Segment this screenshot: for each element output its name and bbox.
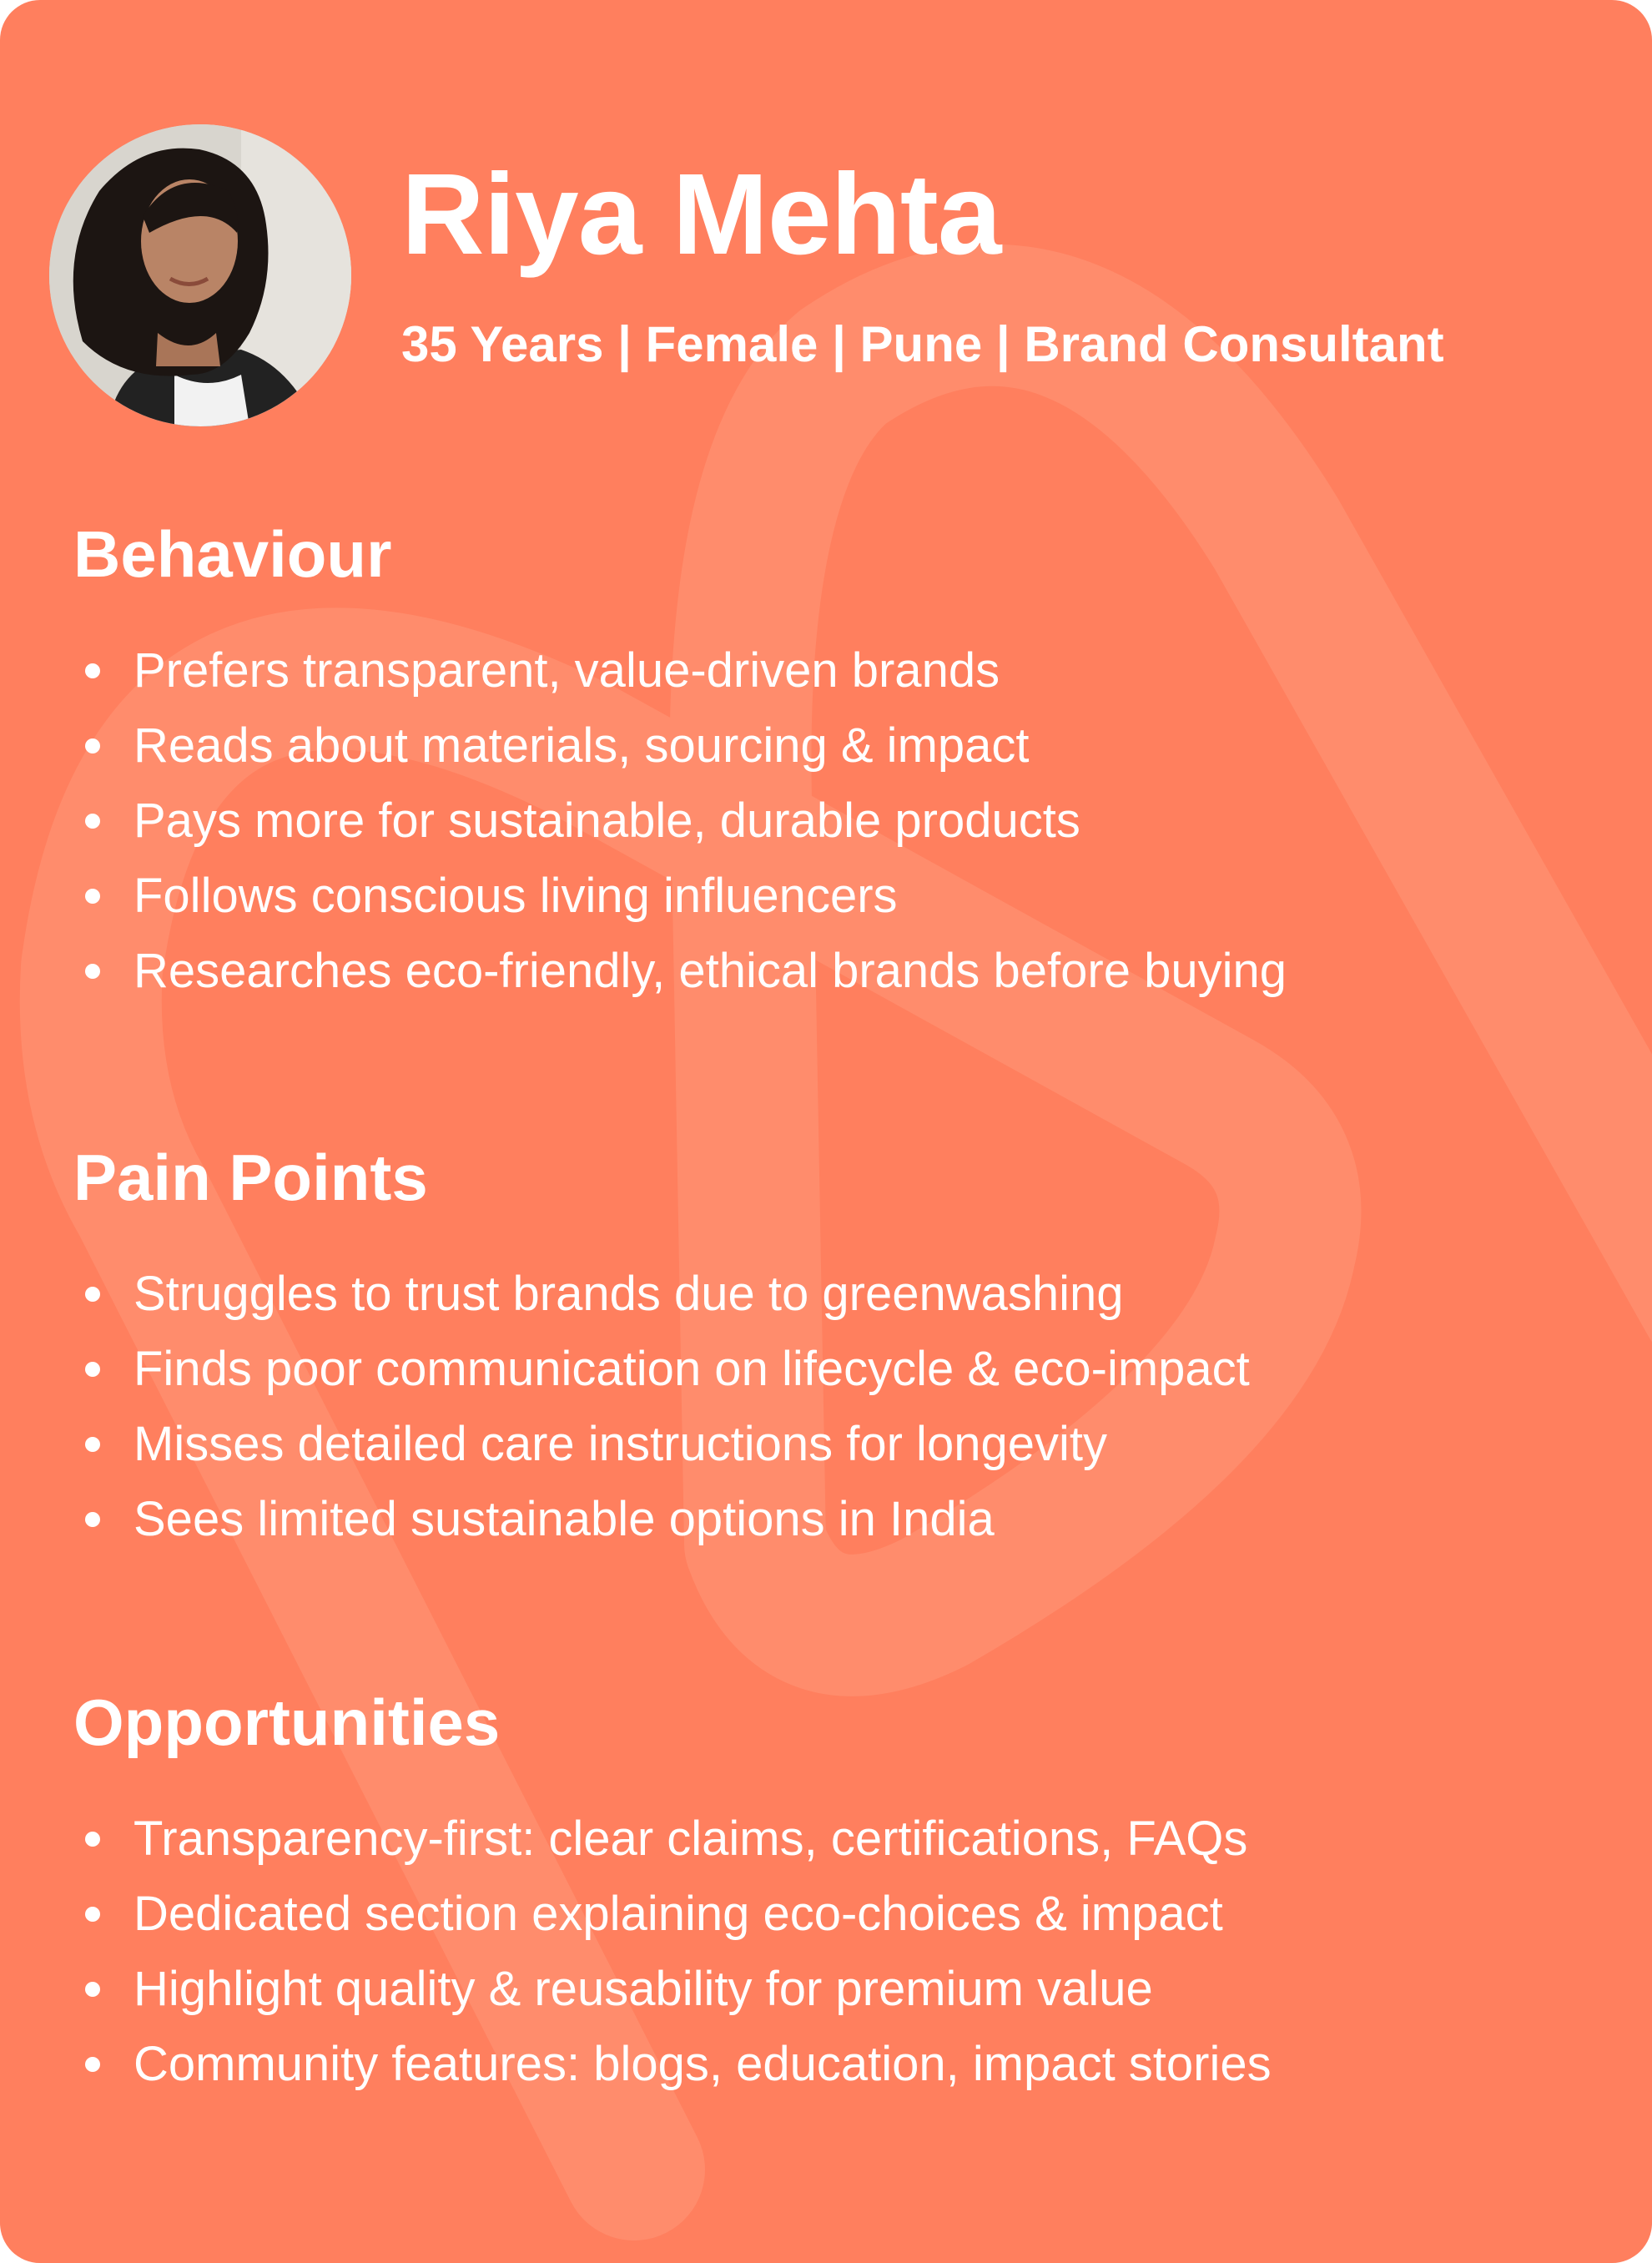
- list-item: Prefers transparent, value-driven brands: [73, 633, 1609, 708]
- pain-points-list: [73, 1257, 1609, 1557]
- bullet-icon: [85, 889, 100, 904]
- section-title-behaviour: Behaviour: [73, 517, 392, 591]
- pain-points-section: [73, 1141, 1609, 1557]
- list-item: Highlight quality & reusability for premium value: [73, 1952, 1609, 2027]
- bullet-icon: [85, 964, 100, 979]
- list-item: Sees limited sustainable options in India: [73, 1482, 1609, 1557]
- avatar-portrait-image: [49, 124, 351, 426]
- list-item: Community features: blogs, education, impact stories: [73, 2027, 1609, 2102]
- bullet-icon: [85, 1287, 100, 1302]
- bullet-icon: [85, 1437, 100, 1452]
- bullet-icon: [85, 1907, 100, 1922]
- list-item: Researches eco-friendly, ethical brands before buying: [73, 934, 1609, 1009]
- bullet-icon: [85, 2057, 100, 2072]
- opportunities-section: [73, 1686, 1609, 2102]
- list-item: Finds poor communication on lifecycle & eco-impact: [73, 1332, 1609, 1407]
- list-item: Struggles to trust brands due to greenwashing: [73, 1257, 1609, 1332]
- bullet-icon: [85, 1982, 100, 1997]
- list-item: Pays more for sustainable, durable products: [73, 784, 1609, 859]
- bullet-icon: [85, 738, 100, 753]
- behaviour-list: [73, 633, 1609, 1009]
- persona-name: Riya Mehta: [401, 150, 1001, 279]
- opportunities-list: [73, 1802, 1609, 2102]
- bullet-icon: [85, 663, 100, 678]
- avatar: [49, 124, 351, 426]
- list-item: Reads about materials, sourcing & impact: [73, 708, 1609, 784]
- bullet-icon: [85, 1362, 100, 1377]
- list-item: Misses detailed care instructions for longevity: [73, 1407, 1609, 1482]
- list-item: Dedicated section explaining eco-choices & impact: [73, 1877, 1609, 1952]
- bullet-icon: [85, 1832, 100, 1847]
- bullet-icon: [85, 1512, 100, 1527]
- bullet-icon: [85, 814, 100, 829]
- list-item: Follows conscious living influencers: [73, 859, 1609, 934]
- section-title-opportunities: Opportunities: [73, 1686, 501, 1759]
- persona-demographics: 35 Years | Female | Pune | Brand Consultant: [401, 316, 1444, 372]
- section-title-pain-points: Pain Points: [73, 1141, 428, 1214]
- behaviour-section: [73, 517, 1609, 1009]
- list-item: Transparency-first: clear claims, certifications, FAQs: [73, 1802, 1609, 1877]
